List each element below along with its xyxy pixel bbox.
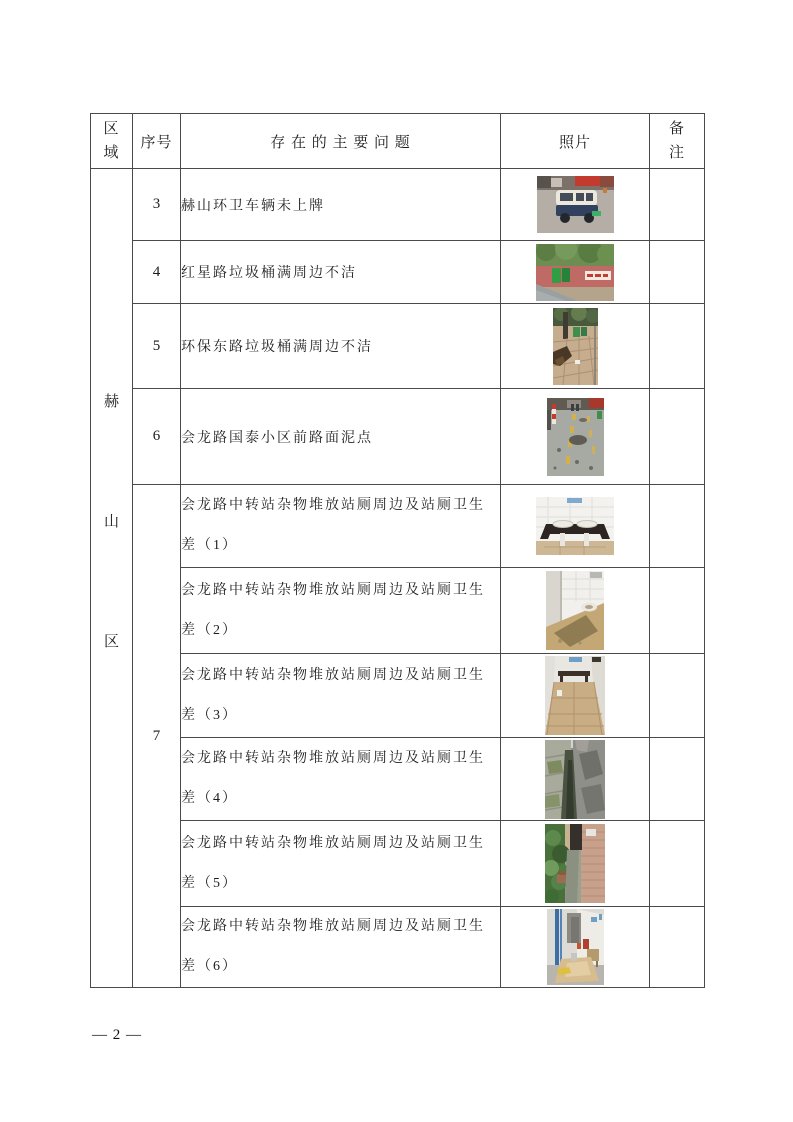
photo-station-sidewall: [545, 824, 605, 903]
photo-truck: [537, 176, 614, 233]
table-row: [91, 241, 705, 304]
page-number: — 2 —: [92, 1027, 142, 1043]
table-row: [91, 568, 705, 654]
photo-cell: [501, 738, 650, 821]
problem-cell: 会龙路中转站杂物堆放站厕周边及站厕卫生差（2）: [181, 568, 501, 654]
table-row: [91, 821, 705, 907]
problem-cell: 环保东路垃圾桶满周边不洁: [181, 304, 501, 389]
serial-cell: 6: [133, 389, 181, 485]
col-header-remark: [650, 114, 705, 169]
photo-cell: [501, 654, 650, 738]
table-row: [91, 169, 705, 241]
photo-roadside-bins: [536, 244, 614, 301]
header-row: [91, 114, 705, 169]
photo-station-washbasin: [536, 497, 614, 555]
photo-cell: [501, 169, 650, 241]
table-row: [91, 907, 705, 988]
problem-cell: 会龙路中转站杂物堆放站厕周边及站厕卫生差（4）: [181, 738, 501, 821]
problem-cell: 会龙路中转站杂物堆放站厕周边及站厕卫生差（1）: [181, 485, 501, 568]
photo-cell: [501, 241, 650, 304]
table-row: [91, 485, 705, 568]
problem-cell: 会龙路国泰小区前路面泥点: [181, 389, 501, 485]
remark-cell: [650, 304, 705, 389]
remark-cell: [650, 389, 705, 485]
photo-cell: [501, 485, 650, 568]
remark-cell: [650, 907, 705, 988]
photo-station-interior: [547, 909, 604, 985]
col-header-photo: 照片: [501, 114, 650, 169]
problem-cell: 会龙路中转站杂物堆放站厕周边及站厕卫生差（3）: [181, 654, 501, 738]
table-row: [91, 389, 705, 485]
photo-station-toilet: [546, 571, 604, 650]
remark-cell: [650, 485, 705, 568]
remark-cell: [650, 169, 705, 241]
table-row: [91, 654, 705, 738]
problem-cell: 会龙路中转站杂物堆放站厕周边及站厕卫生差（6）: [181, 907, 501, 988]
photo-cell: [501, 821, 650, 907]
remark-cell: [650, 738, 705, 821]
photo-station-corridor: [545, 656, 605, 735]
region-cell: [91, 169, 133, 988]
col-header-region: [91, 114, 133, 169]
col-header-problem: 存 在 的 主 要 问 题: [181, 114, 501, 169]
table-row: [91, 738, 705, 821]
serial-cell: 4: [133, 241, 181, 304]
region-header-line1: 区: [103, 121, 120, 137]
region-name: 赫 山 区: [103, 393, 119, 650]
problem-cell: 会龙路中转站杂物堆放站厕周边及站厕卫生差（5）: [181, 821, 501, 907]
photo-cell: [501, 389, 650, 485]
photo-cell: [501, 568, 650, 654]
remark-cell: [650, 568, 705, 654]
serial-cell: 7: [133, 485, 181, 988]
problem-cell: 红星路垃圾桶满周边不洁: [181, 241, 501, 304]
col-header-serial: 序号: [133, 114, 181, 169]
photo-muddy-road: [547, 398, 604, 476]
remark-cell: [650, 241, 705, 304]
region-header-line2: 域: [103, 145, 120, 161]
photo-sidewalk-bins: [553, 308, 598, 385]
remark-header-line1: 备: [668, 121, 685, 137]
photo-cell: [501, 907, 650, 988]
table-row: [91, 304, 705, 389]
photo-cell: [501, 304, 650, 389]
inspection-table: [90, 113, 705, 988]
remark-header-line2: 注: [668, 145, 685, 161]
photo-station-drain: [545, 740, 605, 819]
serial-cell: 3: [133, 169, 181, 241]
problem-cell: 赫山环卫车辆未上牌: [181, 169, 501, 241]
remark-cell: [650, 821, 705, 907]
serial-cell: 5: [133, 304, 181, 389]
remark-cell: [650, 654, 705, 738]
